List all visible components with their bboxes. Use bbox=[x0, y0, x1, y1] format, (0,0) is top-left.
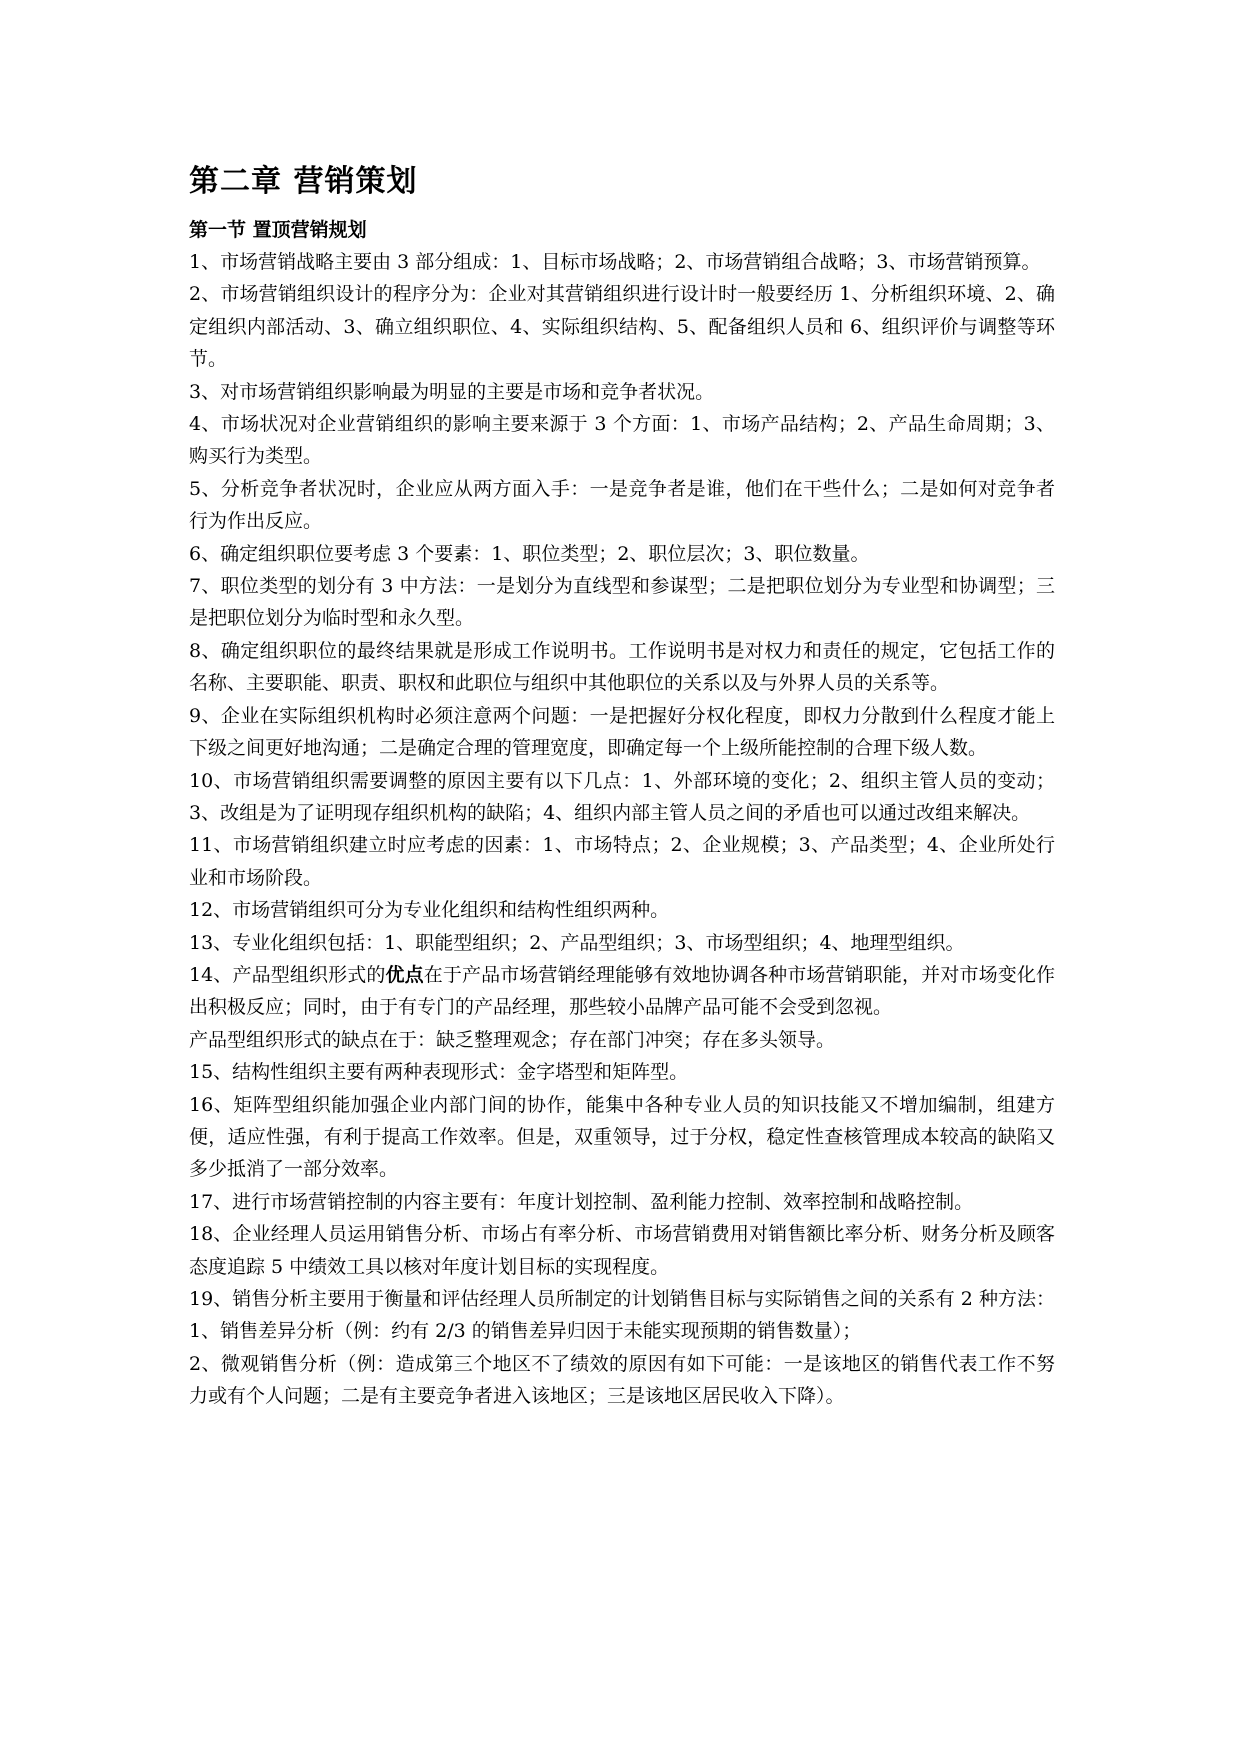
paragraph-11: 11、市场营销组织建立时应考虑的因素：1、市场特点；2、企业规模；3、产品类型；4、企业所处行业和市场阶段。 bbox=[189, 834, 1055, 889]
paragraph-2: 2、市场营销组织设计的程序分为：企业对其营销组织进行设计时一般要经历 1、分析组织环境、2、确定组织内部活动、3、确立组织职位、4、实际组织结构、5、配备组织人员和 6、组织评价与调整等环节。 bbox=[189, 283, 1055, 371]
paragraph-16: 16、矩阵型组织能加强企业内部门间的协作，能集中各种专业人员的知识技能又不增加编制，组建方便，适应性强，有利于提高工作效率。但是，双重领导，过于分权，稳定性查核管理成本较高的缺陷又多少抵消了一部分效率。 bbox=[189, 1093, 1055, 1181]
paragraph-3: 3、对市场营销组织影响最为明显的主要是市场和竞争者状况。 bbox=[189, 380, 715, 403]
paragraph-14 bbox=[189, 959, 1055, 1024]
paragraph-8: 8、确定组织职位的最终结果就是形成工作说明书。工作说明书是对权力和责任的规定，它包括工作的名称、主要职能、职责、职权和此职位与组织中其他职位的关系以及与外界人员的关系等。 bbox=[189, 639, 1055, 695]
chapter-title: 第二章 营销策划 bbox=[189, 164, 418, 199]
paragraph-1: 1、市场营销战略主要由 3 部分组成：1、目标市场战略；2、市场营销组合战略；3、市场营销预算。 bbox=[189, 251, 1041, 273]
paragraph-13: 13、专业化组织包括：1、职能型组织；2、产品型组织；3、市场型组织；4、地理型组织。 bbox=[189, 931, 965, 954]
section-title: 第一节 置顶营销规划 bbox=[189, 219, 367, 241]
document-page bbox=[189, 160, 1055, 1413]
paragraph-18: 18、企业经理人员运用销售分析、市场占有率分析、市场营销费用对销售额比率分析、财务分析及顾客态度追踪 5 中绩效工具以核对年度计划目标的实现程度。 bbox=[189, 1223, 1055, 1278]
paragraph-19-continued: 2、微观销售分析（例：造成第三个地区不了绩效的原因有如下可能：一是该地区的销售代表工作不努力或有个人问题；二是有主要竞争者进入该地区；三是该地区居民收入下降）。 bbox=[189, 1352, 1055, 1408]
paragraph-6: 6、确定组织职位要考虑 3 个要素：1、职位类型；2、职位层次；3、职位数量。 bbox=[189, 542, 870, 565]
paragraph-7: 7、职位类型的划分有 3 中方法：一是划分为直线型和参谋型；二是把职位划分为专业型和协调型；三是把职位划分为临时型和永久型。 bbox=[189, 575, 1055, 630]
paragraph-5: 5、分析竞争者状况时，企业应从两方面入手：一是竞争者是谁，他们在干些什么；二是如何对竞争者行为作出反应。 bbox=[189, 477, 1055, 533]
paragraph-19: 19、销售分析主要用于衡量和评估经理人员所制定的计划销售目标与实际销售之间的关系有 2 种方法：1、销售差异分析（例：约有 2/3 的销售差异归因于未能实现预期的销售数量）； bbox=[189, 1288, 1055, 1343]
paragraph-12: 12、市场营销组织可分为专业化组织和结构性组织两种。 bbox=[189, 899, 670, 922]
paragraph-14-pre: 14、产品型组织形式的 bbox=[189, 963, 386, 986]
paragraph-14-bold: 优点 bbox=[385, 963, 424, 986]
paragraph-15: 15、结构性组织主要有两种表现形式：金字塔型和矩阵型。 bbox=[189, 1061, 689, 1084]
paragraph-9: 9、企业在实际组织机构时必须注意两个问题：一是把握好分权化程度，即权力分散到什么程度才能上下级之间更好地沟通；二是确定合理的管理宽度，即确定每一个上级所能控制的合理下级人数。 bbox=[189, 704, 1055, 760]
paragraph-14-disadvantages: 产品型组织形式的缺点在于：缺乏整理观念；存在部门冲突；存在多头领导。 bbox=[189, 1028, 836, 1051]
paragraph-17: 17、进行市场营销控制的内容主要有：年度计划控制、盈利能力控制、效率控制和战略控制。 bbox=[189, 1190, 974, 1213]
paragraph-14-post: 在于产品市场营销经理能够有效地协调各种市场营销职能，并对市场变化作出积极反应；同时，由于有专门的产品经理，那些较小品牌产品可能不会受到忽视。 bbox=[189, 963, 1055, 1019]
paragraph-4: 4、市场状况对企业营销组织的影响主要来源于 3 个方面：1、市场产品结构；2、产品生命周期；3、购买行为类型。 bbox=[189, 413, 1055, 468]
paragraph-10: 10、市场营销组织需要调整的原因主要有以下几点：1、外部环境的变化；2、组织主管人员的变动；3、改组是为了证明现存组织机构的缺陷；4、组织内部主管人员之间的矛盾也可以通过改组来解决。 bbox=[189, 769, 1055, 824]
